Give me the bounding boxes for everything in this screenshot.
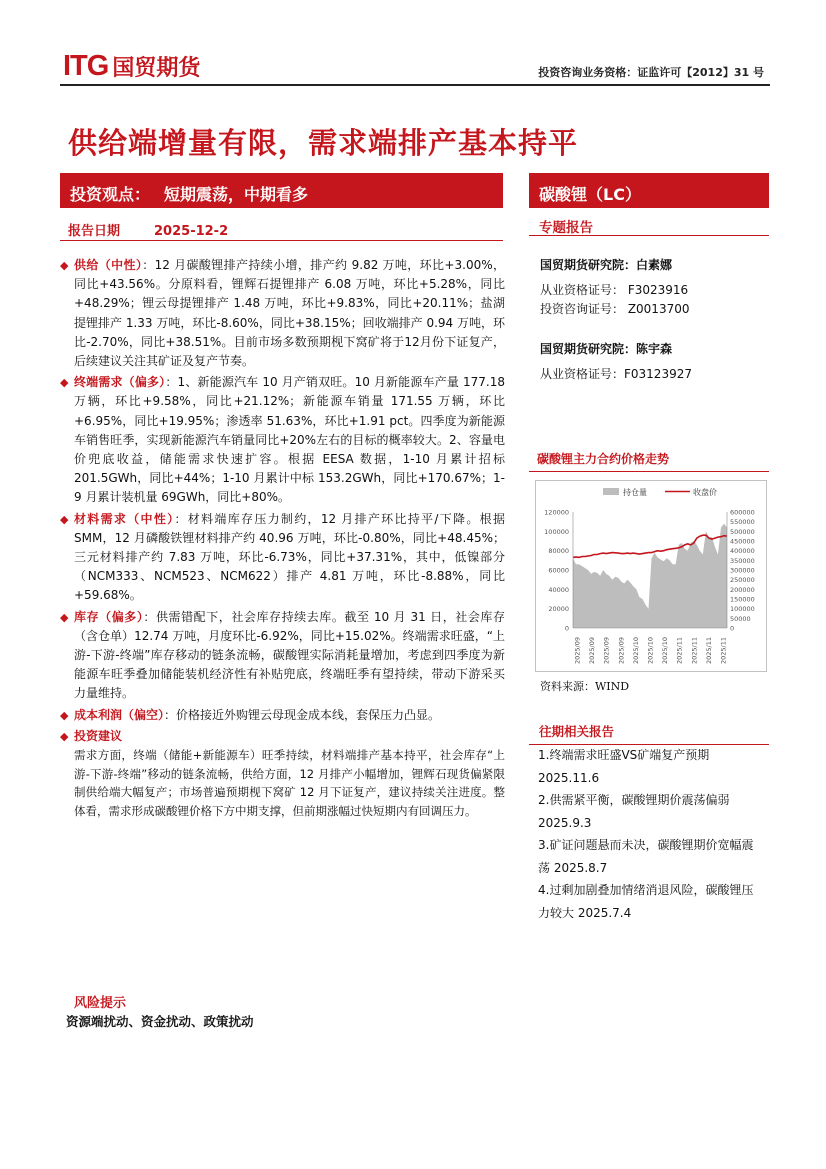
section-cost-profit <box>60 706 505 725</box>
x-axis-tick-label: 2025/09 <box>617 636 626 664</box>
left-axis-tick-label: 40000 <box>548 585 569 594</box>
advice-body: 需求方面，终端（储能+新能源车）旺季持续，材料端排产基本持平，社会库存“上游-下游-终端”移动的链条流畅，供给方面，12 月排产小幅增加，锂辉石现货偏紧限制供给端大幅复产；市场普遍预期枧下窝矿 12 月下证复产，建议持续关注进度。整体看，需求形成碳酸锂价格下方中期支撑，但前期涨幅过快短期内有回调压力。 <box>74 748 505 818</box>
license-number: 投资咨询业务资格：证监许可【2012】31 号 <box>538 66 764 79</box>
section-head: 成本利润（偏空） <box>74 707 165 722</box>
x-axis-tick-label: 2025/11 <box>675 636 684 664</box>
right-axis-tick-label: 450000 <box>730 537 755 546</box>
company-logo <box>63 50 200 83</box>
series-open-interest-area <box>573 524 727 628</box>
right-axis-tick-label: 550000 <box>730 518 755 527</box>
risk-text: 资源端扰动、资金扰动、政策扰动 <box>66 1014 254 1029</box>
chart-source: 资料来源：WIND <box>540 680 630 693</box>
right-axis-tick-label: 50000 <box>730 614 751 623</box>
sidebar <box>529 210 769 384</box>
related-report-link[interactable]: 3.矿证问题悬而未决，碳酸锂期价宽幅震荡 2025.8.7 <box>538 838 754 875</box>
left-axis-tick-label: 60000 <box>548 566 569 575</box>
section-material-demand <box>60 510 505 606</box>
logo-itg: ITG <box>63 50 109 82</box>
author-cert: 从业资格证号：F03123927 <box>540 367 692 381</box>
related-reports-list <box>538 744 760 924</box>
bullet-icon: ◆ <box>60 376 69 390</box>
section-body: ：1、新能源汽车 10 月产销双旺。10 月新能源车产量 177.18 万辆，环比+9.58%，同比+21.12%；新能源车销量 171.55 万辆，环比+6.95%，同比+19.95%；渗透率 51.63%，环比+1.91 pct。四季度为新能源车销售旺季，实现新能源汽车销量同比+20%左右的目标的概率较大。2、容量电价兜底收益，储能需求快速扩容。根据 EESA 数据，1-10 月累计招标 201.5GWh，同比+44%；1-10 月累计中标 153.2GWh，同比+170.67%；1-9 月累计装机量 69GWh，同比+80%。 <box>74 375 505 505</box>
section-inventory <box>60 608 505 704</box>
left-axis-tick-label: 20000 <box>548 605 569 614</box>
related-report-link[interactable]: 2.供需紧平衡，碳酸锂期价震荡偏弱 2025.9.3 <box>538 793 730 830</box>
x-axis-tick-label: 2025/10 <box>631 636 640 664</box>
left-axis-tick-label: 80000 <box>548 547 569 556</box>
report-type: 专题报告 <box>529 210 769 236</box>
chart-title: 碳酸锂主力合约价格走势 <box>529 450 769 472</box>
section-body: ：供需错配下，社会库存持续去库。截至 10 月 31 日，社会库存（含仓单）12.74 万吨，月度环比-6.92%，同比+15.02%。终端需求旺盛，“上游-下游-终端”库存移动的链条流畅，碳酸锂实际消耗量增加，考虑到四季度为新能源车旺季叠加储能装机经济性有补贴兜底，终端旺季有望持续，带动下游采买力量维持。 <box>74 609 505 701</box>
advice-heading <box>60 727 505 746</box>
section-head: 供给（中性） <box>74 258 143 272</box>
report-date-label: 报告日期 <box>68 224 121 239</box>
report-date-value: 2025-12-2 <box>154 224 229 239</box>
section-body: ：12 月碳酸锂排产持续小增，排产约 9.82 万吨，环比+3.00%，同比+43.56%。分原料看，锂辉石提锂排产 6.08 万吨，环比+5.28%，同比+48.29%；锂云母提锂排产 1.48 万吨，环比+9.83%，同比+20.11%；盐湖提锂排产 1.33 万吨，环比-8.60%，同比+38.15%；回收端排产 0.94 万吨，环比-2.70%，同比+38.51%。目前市场多数预期枧下窝矿将于12月份下证复产，后续建议关注其矿证及复产节奏。 <box>74 258 505 369</box>
section-head: 材料需求（中性） <box>74 511 175 526</box>
x-axis-tick-label: 2025/09 <box>588 636 597 664</box>
price-chart <box>535 480 767 672</box>
report-title: 供给端增量有限，需求端排产基本持平 <box>68 126 579 160</box>
bullet-icon: ◆ <box>60 610 69 624</box>
bullet-icon: ◆ <box>60 259 69 272</box>
bullet-icon: ◆ <box>60 708 69 722</box>
right-axis-tick-label: 300000 <box>730 566 755 575</box>
author-name: 国贸期货研究院：陈宇森 <box>540 342 673 356</box>
product-bar: 碳酸锂（LC） <box>529 173 769 208</box>
report-body <box>60 256 505 820</box>
related-report-link[interactable]: 1.终端需求旺盛VS矿端复产预期 2025.11.6 <box>538 748 710 785</box>
right-axis-tick-label: 400000 <box>730 547 755 556</box>
legend-label-close-price: 收盘价 <box>693 488 717 497</box>
left-axis-tick-label: 0 <box>564 624 569 633</box>
left-axis-tick-label: 100000 <box>544 527 569 536</box>
author-name: 国贸期货研究院：白素娜 <box>540 258 673 272</box>
right-axis-tick-label: 100000 <box>730 605 755 614</box>
risk-title: 风险提示 <box>74 996 127 1011</box>
x-axis-tick-label: 2025/11 <box>690 636 699 664</box>
section-head: 终端需求（偏多） <box>74 375 166 390</box>
logo-company-name: 国贸期货 <box>112 56 201 81</box>
right-axis-tick-label: 600000 <box>730 508 755 517</box>
author-block <box>529 340 769 384</box>
x-axis-tick-label: 2025/11 <box>719 636 728 664</box>
right-axis-tick-label: 0 <box>730 624 735 633</box>
author-cert: 投资咨询证号： Z0013700 <box>540 302 690 316</box>
right-axis-tick-label: 350000 <box>730 556 755 565</box>
bullet-icon: ◆ <box>60 512 69 526</box>
author-block <box>529 256 769 319</box>
advice-head: 投资建议 <box>74 728 123 743</box>
right-axis-tick-label: 200000 <box>730 585 755 594</box>
investment-view-bar <box>60 173 503 208</box>
report-date <box>68 220 228 239</box>
page-header <box>60 40 770 86</box>
section-body: ：材料端库存压力制约，12 月排产环比持平/下降。根据 SMM，12 月磷酸铁锂材料排产约 40.96 万吨，环比-0.80%，同比+48.45%；三元材料排产约 7.83 万吨，环比-6.73%，同比+37.31%，其中，低镍部分（NCM333、NCM523、NCM622）排产 4.81 万吨，环比-8.88%，同比+59.68%。 <box>74 511 505 603</box>
section-body: ：价格接近外购锂云母现金成本线，套保压力凸显。 <box>164 707 441 722</box>
x-axis-tick-label: 2025/10 <box>661 636 670 664</box>
section-head: 库存（偏多） <box>74 609 144 624</box>
right-axis-tick-label: 250000 <box>730 576 755 585</box>
right-axis-tick-label: 500000 <box>730 527 755 536</box>
divider <box>60 240 503 241</box>
left-axis-tick-label: 120000 <box>544 508 569 517</box>
x-axis-tick-label: 2025/09 <box>573 636 582 664</box>
legend-swatch-open-interest <box>603 488 619 495</box>
section-terminal-demand <box>60 373 505 507</box>
view-label: 投资观点： <box>70 185 151 204</box>
view-text: 短期震荡，中期看多 <box>164 185 309 204</box>
section-supply <box>60 256 505 371</box>
legend-label-open-interest: 持仓量 <box>623 488 647 497</box>
x-axis-tick-label: 2025/09 <box>602 636 611 664</box>
x-axis-tick-label: 2025/10 <box>646 636 655 664</box>
author-cert: 从业资格证号： F3023916 <box>540 283 689 297</box>
related-report-link[interactable]: 4.过剩加剧叠加情绪消退风险，碳酸锂压力较大 2025.7.4 <box>538 883 754 920</box>
right-axis-tick-label: 150000 <box>730 595 755 604</box>
bullet-icon: ◆ <box>60 729 69 743</box>
related-reports-title: 往期相关报告 <box>529 722 769 745</box>
x-axis-tick-label: 2025/11 <box>704 636 713 664</box>
